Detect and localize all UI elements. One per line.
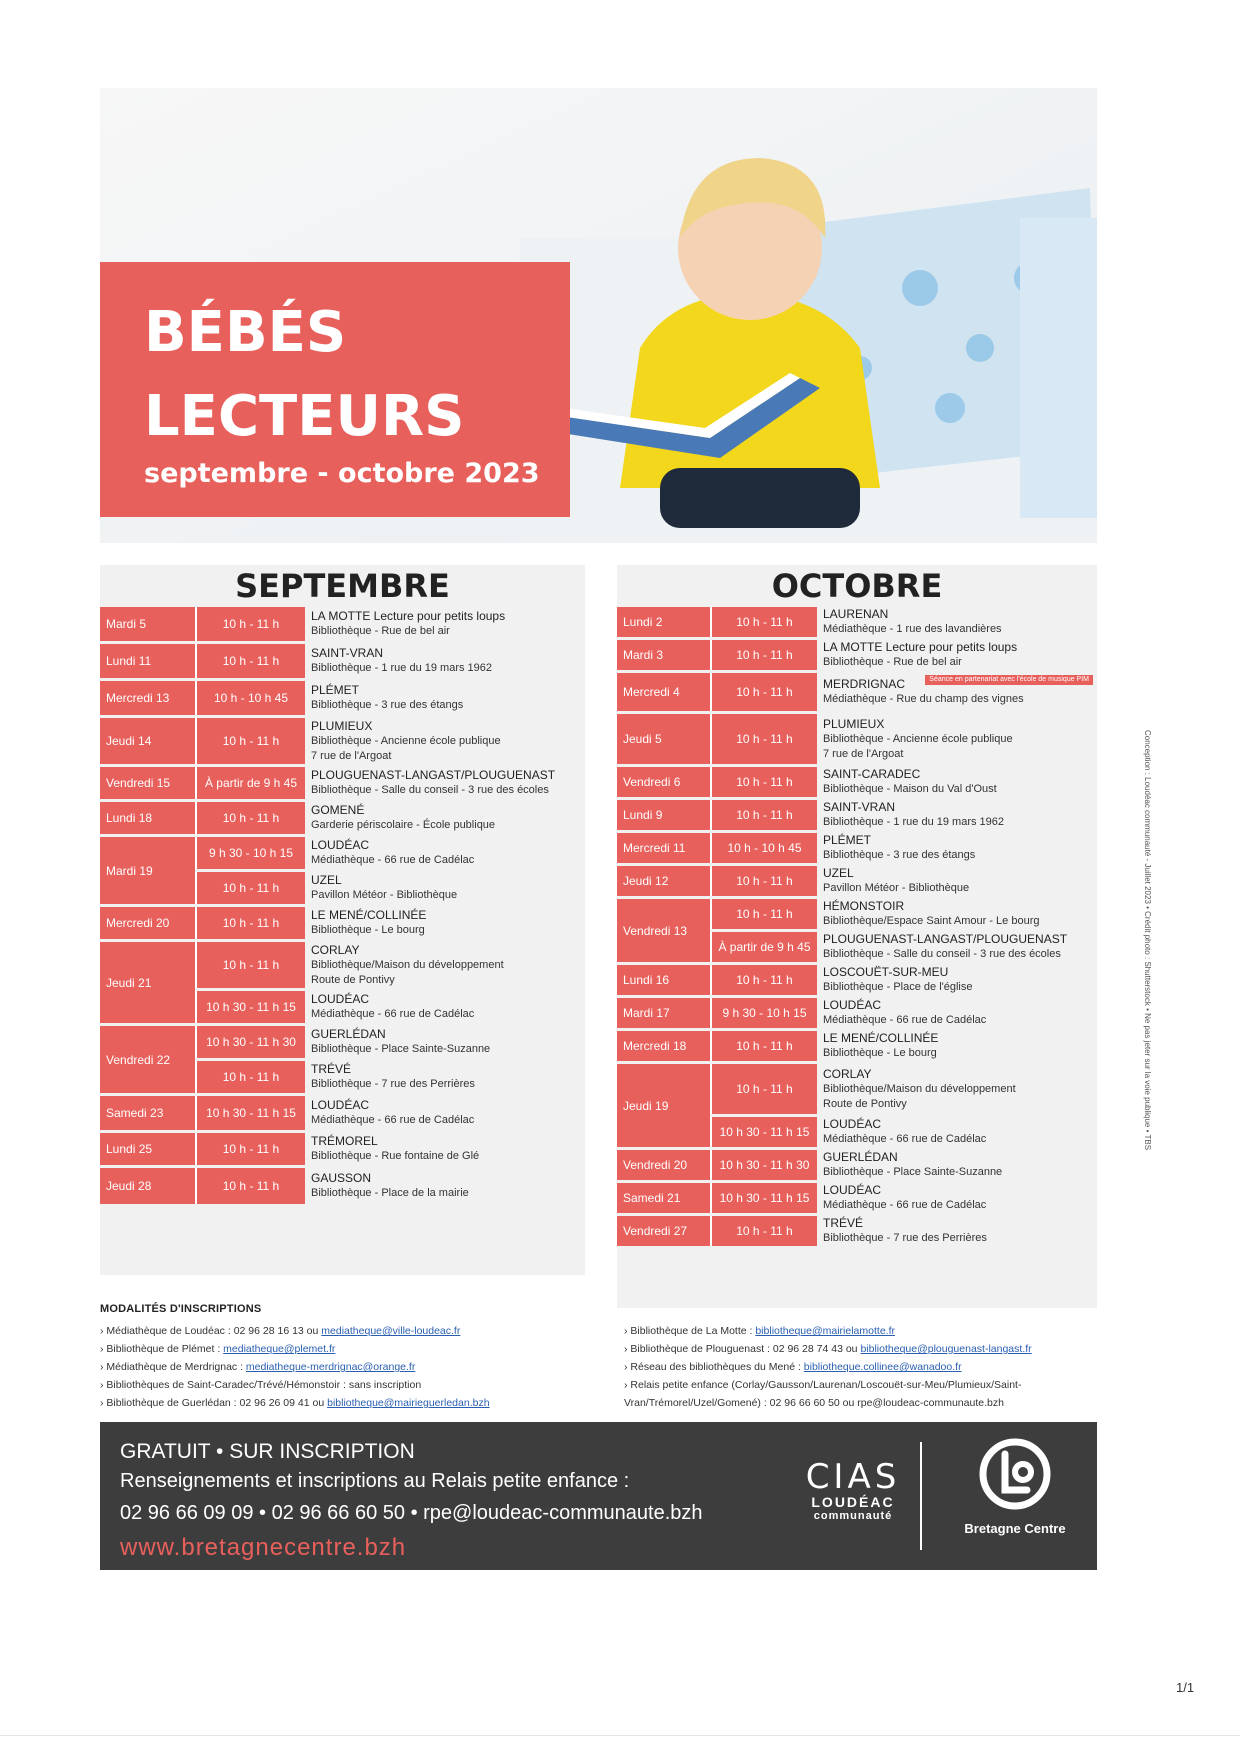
time-cell: 10 h - 11 h [195, 942, 305, 988]
place-name: PLOUGUENAST-LANGAST/PLOUGUENAST [311, 768, 556, 782]
place-address: Bibliothèque - 1 rue du 19 mars 1962 [311, 662, 493, 674]
place-name: GUERLÉDAN [311, 1027, 386, 1041]
footer-info-line: Renseignements et inscriptions au Relais petite enfance : [120, 1470, 630, 1492]
time-cell: 10 h - 11 h [195, 718, 305, 764]
time-cell: 10 h - 11 h [710, 673, 817, 711]
schedule-row [100, 1026, 585, 1058]
day-cell: Mardi 5 [100, 607, 195, 641]
place-name: PLOUGUENAST-LANGAST/PLOUGUENAST [823, 932, 1068, 946]
side-credit: Conception : Loudéac communauté - Juillet 2023 • Crédit photo : Shutterstock • Ne pas jeter sur la voie publique • TBS [1143, 730, 1152, 1151]
place-name: MERDRIGNAC [823, 677, 906, 691]
registration-item [100, 1358, 600, 1376]
time-cell: 10 h - 11 h [710, 714, 817, 764]
footer-contact-line: 02 96 66 09 09 • 02 96 66 60 50 • rpe@loudeac-communaute.bzh [120, 1502, 703, 1524]
place-cell [817, 866, 1097, 896]
place-name: PLUMIEUX [823, 716, 885, 731]
place-cell [817, 1216, 1097, 1246]
place-address: Bibliothèque - 7 rue des Perrières [823, 1232, 987, 1244]
place-address-line2: 7 rue de l'Argoat [311, 749, 392, 762]
place-address: Bibliothèque - Salle du conseil - 3 rue des écoles [823, 948, 1061, 960]
time-cell: 10 h - 11 h [195, 644, 305, 678]
time-cell: 9 h 30 - 10 h 15 [710, 998, 817, 1028]
place-address: Bibliothèque - Rue de bel air [311, 625, 450, 637]
place-address: Pavillon Météor - Bibliothèque [311, 889, 458, 901]
place-address: Médiathèque - 66 rue de Cadélac [823, 1199, 987, 1211]
schedule-row [100, 942, 585, 988]
registration-item [624, 1322, 1104, 1340]
place-address: Bibliothèque - 1 rue du 19 mars 1962 [823, 816, 1005, 828]
time-cell: À partir de 9 h 45 [195, 767, 305, 799]
place-address: Bibliothèque - Ancienne école publique [823, 732, 1013, 745]
cias-logo-sub2: communauté [813, 1510, 893, 1522]
place-cell [305, 1168, 585, 1204]
place-address: Bibliothèque - 7 rue des Perrières [311, 1078, 475, 1090]
place-address: Bibliothèque/Maison du développement [823, 1082, 1016, 1095]
place-name: LE MENÉ/COLLINÉE [311, 908, 427, 922]
place-address: Bibliothèque/Maison du développement [311, 958, 504, 971]
time-cell: 9 h 30 - 10 h 15 [195, 837, 305, 869]
registration-text: Bibliothèque de La Motte : [630, 1325, 756, 1337]
registration-text: Relais petite enfance (Corlay/Gausson/Laurenan/Loscouët-sur-Meu/Plumieux/Saint-Vran/Trémorel/Uzel/Gomené) : 02 96 66 60 50 ou rpe@loudeac-communaute.bzh [624, 1379, 1022, 1409]
day-cell: Vendredi 27 [617, 1216, 710, 1246]
place-name: LOUDÉAC [823, 998, 882, 1012]
registration-item [624, 1358, 1104, 1376]
schedule-row [100, 681, 585, 715]
day-cell: Vendredi 13 [617, 899, 710, 962]
day-cell: Mardi 19 [100, 837, 195, 904]
place-cell [305, 837, 585, 869]
schedule-row [100, 1133, 585, 1165]
registration-text: Médiathèque de Merdrignac : [106, 1361, 246, 1373]
day-cell: Mercredi 13 [100, 681, 195, 715]
place-address: Bibliothèque - Place Sainte-Suzanne [823, 1166, 1003, 1178]
place-address: Bibliothèque - Le bourg [311, 924, 425, 936]
place-cell [817, 1117, 1097, 1147]
day-cell: Vendredi 15 [100, 767, 195, 799]
title-line-2: LECTEURS [144, 384, 465, 449]
place-name: LE MENÉ/COLLINÉE [823, 1031, 939, 1045]
cias-logo-text: CIAS [805, 1457, 901, 1497]
schedule-row [100, 767, 585, 799]
place-name: LOUDÉAC [823, 1117, 882, 1131]
day-cell: Jeudi 5 [617, 714, 710, 764]
schedule-row [100, 837, 585, 869]
time-cell: 10 h - 11 h [195, 1133, 305, 1165]
time-cell: 10 h - 11 h [710, 1064, 817, 1114]
time-cell: 10 h 30 - 11 h 15 [710, 1117, 817, 1147]
time-cell: 10 h - 10 h 45 [195, 681, 305, 715]
month-heading: OCTOBRE [771, 567, 943, 605]
place-cell [817, 998, 1097, 1028]
place-cell [817, 800, 1097, 830]
time-cell: 10 h - 11 h [195, 1168, 305, 1204]
place-cell [305, 802, 585, 834]
day-cell: Lundi 16 [617, 965, 710, 995]
schedule-table [100, 604, 585, 1207]
schedule-row [617, 1064, 1097, 1114]
time-cell: 10 h - 11 h [710, 965, 817, 995]
place-name: LA MOTTE Lecture pour petits loups [823, 640, 1018, 654]
schedule-row [100, 718, 585, 764]
day-cell: Mardi 3 [617, 640, 710, 670]
time-cell: 10 h - 11 h [710, 1216, 817, 1246]
place-cell [305, 718, 585, 764]
time-cell: 10 h - 11 h [710, 800, 817, 830]
time-cell: 10 h - 11 h [195, 802, 305, 834]
place-name: UZEL [311, 873, 342, 887]
schedule-row [617, 673, 1097, 711]
place-address: Bibliothèque - Salle du conseil - 3 rue des écoles [311, 784, 549, 796]
place-cell [817, 673, 1097, 711]
time-cell: 10 h - 10 h 45 [710, 833, 817, 863]
place-address: Bibliothèque - Rue fontaine de Glé [311, 1150, 480, 1162]
place-cell [817, 1031, 1097, 1061]
registration-info-left [100, 1300, 600, 1412]
registration-item [624, 1340, 1104, 1358]
place-address: Médiathèque - 66 rue de Cadélac [311, 1114, 475, 1126]
schedule-row [617, 965, 1097, 995]
place-cell [305, 1061, 585, 1093]
place-address: Bibliothèque - Maison du Val d'Oust [823, 783, 997, 795]
time-cell: 10 h 30 - 11 h 15 [195, 991, 305, 1023]
day-cell: Lundi 11 [100, 644, 195, 678]
time-cell: À partir de 9 h 45 [710, 932, 817, 962]
place-cell [305, 1026, 585, 1058]
time-cell: 10 h - 11 h [710, 607, 817, 637]
registration-item [100, 1376, 600, 1394]
day-cell: Mercredi 18 [617, 1031, 710, 1061]
place-cell [817, 714, 1097, 764]
place-cell [817, 1064, 1097, 1114]
place-cell [817, 932, 1097, 962]
schedule-row [617, 1031, 1097, 1061]
email-link[interactable]: bibliotheque@plouguenast-langast.fr [860, 1343, 1032, 1355]
place-name: LAURENAN [823, 607, 889, 621]
title-subtitle: septembre - octobre 2023 [144, 458, 540, 489]
place-cell [817, 607, 1097, 637]
day-cell: Jeudi 12 [617, 866, 710, 896]
place-cell [305, 681, 585, 715]
cias-logo [798, 1457, 908, 1522]
time-cell: 10 h - 11 h [195, 607, 305, 641]
registration-item [624, 1376, 1104, 1412]
partnership-badge: Séance en partenariat avec l'école de musique PIM [925, 675, 1093, 685]
place-name: TRÉMOREL [311, 1134, 378, 1148]
time-cell: 10 h - 11 h [195, 1061, 305, 1093]
month-heading: SEPTEMBRE [235, 567, 450, 605]
schedule-row [617, 640, 1097, 670]
schedule-row [100, 607, 585, 641]
registration-text: Réseau des bibliothèques du Mené : [630, 1361, 804, 1373]
place-cell [305, 644, 585, 678]
schedule-row [100, 644, 585, 678]
day-cell: Lundi 25 [100, 1133, 195, 1165]
place-address: Médiathèque - 1 rue des lavandières [823, 623, 1002, 635]
footer-free-line: GRATUIT • SUR INSCRIPTION [120, 1440, 415, 1463]
place-cell [817, 965, 1097, 995]
time-cell: 10 h 30 - 11 h 30 [710, 1150, 817, 1180]
registration-item [100, 1322, 600, 1340]
schedule-row [617, 1216, 1097, 1246]
place-address: Bibliothèque/Espace Saint Amour - Le bourg [823, 915, 1040, 927]
day-cell: Jeudi 28 [100, 1168, 195, 1204]
email-link[interactable]: mediatheque-merdrignac@orange.fr [245, 1361, 416, 1373]
time-cell: 10 h - 11 h [710, 1031, 817, 1061]
place-cell [305, 872, 585, 904]
place-address-line2: 7 rue de l'Argoat [823, 747, 904, 760]
schedule-row [617, 899, 1097, 929]
day-cell: Mercredi 4 [617, 673, 710, 711]
schedule-row [617, 833, 1097, 863]
email-link[interactable]: bibliotheque.collinee@wanadoo.fr [803, 1361, 962, 1373]
place-name: SAINT-VRAN [311, 646, 384, 660]
bretagne-centre-icon [975, 1434, 1055, 1514]
place-address: Médiathèque - 66 rue de Cadélac [823, 1133, 987, 1145]
place-cell [305, 1096, 585, 1130]
place-address-line2: Route de Pontivy [823, 1097, 907, 1110]
place-address: Bibliothèque - 3 rue des étangs [823, 849, 976, 861]
schedule-row [100, 1096, 585, 1130]
day-cell: Lundi 9 [617, 800, 710, 830]
place-name: SAINT-VRAN [823, 800, 896, 814]
time-cell: 10 h 30 - 11 h 15 [710, 1183, 817, 1213]
place-name: GUERLÉDAN [823, 1150, 898, 1164]
bretagne-centre-logo [940, 1434, 1090, 1536]
schedule-row [100, 802, 585, 834]
place-name: LOUDÉAC [311, 992, 370, 1006]
day-cell: Jeudi 19 [617, 1064, 710, 1147]
schedule-row [617, 866, 1097, 896]
day-cell: Lundi 18 [100, 802, 195, 834]
place-name: GOMENÉ [311, 803, 365, 817]
time-cell: 10 h - 11 h [710, 899, 817, 929]
place-cell [817, 899, 1097, 929]
place-name: PLÉMET [311, 683, 360, 697]
place-name: SAINT-CARADEC [823, 767, 921, 781]
place-name: LOUDÉAC [311, 838, 370, 852]
place-address: Médiathèque - 66 rue de Cadélac [311, 854, 475, 866]
day-cell: Jeudi 21 [100, 942, 195, 1023]
place-cell [817, 640, 1097, 670]
registration-info-right [624, 1322, 1104, 1412]
place-name: LA MOTTE Lecture pour petits loups [311, 609, 506, 623]
schedule-row [100, 907, 585, 939]
place-cell [305, 607, 585, 641]
place-address: Bibliothèque - Place de la mairie [311, 1187, 469, 1199]
registration-item [100, 1394, 600, 1412]
place-address: Bibliothèque - Place de l'église [823, 981, 973, 993]
place-address: Bibliothèque - Place Sainte-Suzanne [311, 1043, 491, 1055]
place-cell [817, 1150, 1097, 1180]
place-address-line2: Route de Pontivy [311, 973, 395, 986]
registration-text: Bibliothèque de Plémet : [106, 1343, 224, 1355]
place-address: Bibliothèque - Rue de bel air [823, 656, 962, 668]
place-name: PLÉMET [823, 833, 872, 847]
day-cell: Vendredi 20 [617, 1150, 710, 1180]
day-cell: Mercredi 11 [617, 833, 710, 863]
email-link[interactable]: bibliotheque@mairielamotte.fr [755, 1325, 895, 1337]
place-name: LOUDÉAC [823, 1183, 882, 1197]
place-address: Bibliothèque - 3 rue des étangs [311, 699, 464, 711]
registration-text: Médiathèque de Loudéac : 02 96 28 16 13 ou [106, 1325, 322, 1337]
place-cell [305, 1133, 585, 1165]
place-address: Médiathèque - 66 rue de Cadélac [311, 1008, 475, 1020]
place-name: LOSCOUËT-SUR-MEU [823, 965, 949, 979]
schedule-row [617, 1183, 1097, 1213]
email-link[interactable]: mediatheque@plemet.fr [223, 1343, 336, 1355]
place-cell [305, 942, 585, 988]
place-cell [817, 1183, 1097, 1213]
schedule-row [617, 800, 1097, 830]
schedule-row [617, 714, 1097, 764]
email-link[interactable]: mediatheque@ville-loudeac.fr [321, 1325, 461, 1337]
place-name: LOUDÉAC [311, 1098, 370, 1112]
time-cell: 10 h - 11 h [710, 640, 817, 670]
time-cell: 10 h - 11 h [195, 872, 305, 904]
time-cell: 10 h 30 - 11 h 30 [195, 1026, 305, 1058]
page-number: 1/1 [1176, 1680, 1195, 1695]
day-cell: Samedi 21 [617, 1183, 710, 1213]
place-cell [305, 767, 585, 799]
place-name: UZEL [823, 866, 854, 880]
place-name: GAUSSON [311, 1171, 372, 1185]
place-name: TRÉVÉ [823, 1216, 864, 1230]
place-address: Bibliothèque - Le bourg [823, 1047, 937, 1059]
place-name: CORLAY [311, 942, 360, 957]
time-cell: 10 h - 11 h [710, 866, 817, 896]
registration-heading: MODALITÉS D'INSCRIPTIONS [100, 1303, 262, 1315]
septembre-section [100, 565, 585, 1275]
place-address: Pavillon Météor - Bibliothèque [823, 882, 970, 894]
email-link[interactable]: bibliotheque@mairieguerledan.bzh [327, 1397, 490, 1409]
title-line-1: BÉBÉS [144, 300, 347, 365]
time-cell: 10 h 30 - 11 h 15 [195, 1096, 305, 1130]
place-cell [305, 907, 585, 939]
schedule-row [617, 607, 1097, 637]
bretagne-centre-label: Bretagne Centre [964, 1521, 1066, 1536]
day-cell: Jeudi 14 [100, 718, 195, 764]
octobre-section [617, 565, 1097, 1308]
registration-text: Bibliothèque de Guerlédan : 02 96 26 09 41 ou [106, 1397, 328, 1409]
cias-logo-sub: LOUDÉAC [811, 1494, 895, 1510]
place-address: Médiathèque - 66 rue de Cadélac [823, 1014, 987, 1026]
title-block [100, 262, 570, 517]
day-cell: Samedi 23 [100, 1096, 195, 1130]
place-name: PLUMIEUX [311, 718, 373, 733]
place-address: Bibliothèque - Ancienne école publique [311, 734, 501, 747]
logo-divider [920, 1442, 922, 1550]
place-cell [817, 767, 1097, 797]
place-address: Médiathèque - Rue du champ des vignes [823, 693, 1024, 705]
day-cell: Lundi 2 [617, 607, 710, 637]
day-cell: Vendredi 6 [617, 767, 710, 797]
day-cell: Mardi 17 [617, 998, 710, 1028]
schedule-row [617, 1150, 1097, 1180]
place-name: HÉMONSTOIR [823, 899, 905, 913]
day-cell: Vendredi 22 [100, 1026, 195, 1093]
place-cell [305, 991, 585, 1023]
time-cell: 10 h - 11 h [195, 907, 305, 939]
website-link[interactable]: www.bretagnecentre.bzh [120, 1534, 407, 1561]
schedule-row [617, 998, 1097, 1028]
day-cell: Mercredi 20 [100, 907, 195, 939]
place-name: TRÉVÉ [311, 1062, 352, 1076]
place-cell [817, 833, 1097, 863]
schedule-row [617, 767, 1097, 797]
place-address: Garderie périscolaire - École publique [311, 819, 496, 831]
schedule-table [617, 604, 1097, 1249]
footer-banner [100, 1422, 1097, 1570]
registration-text: Bibliothèques de Saint-Caradec/Trévé/Hémonstoir : sans inscription [106, 1379, 422, 1391]
time-cell: 10 h - 11 h [710, 767, 817, 797]
scan-divider [0, 1735, 1240, 1736]
schedule-row [100, 1168, 585, 1204]
registration-item [100, 1340, 600, 1358]
registration-text: Bibliothèque de Plouguenast : 02 96 28 74 43 ou [630, 1343, 861, 1355]
place-name: CORLAY [823, 1066, 872, 1081]
